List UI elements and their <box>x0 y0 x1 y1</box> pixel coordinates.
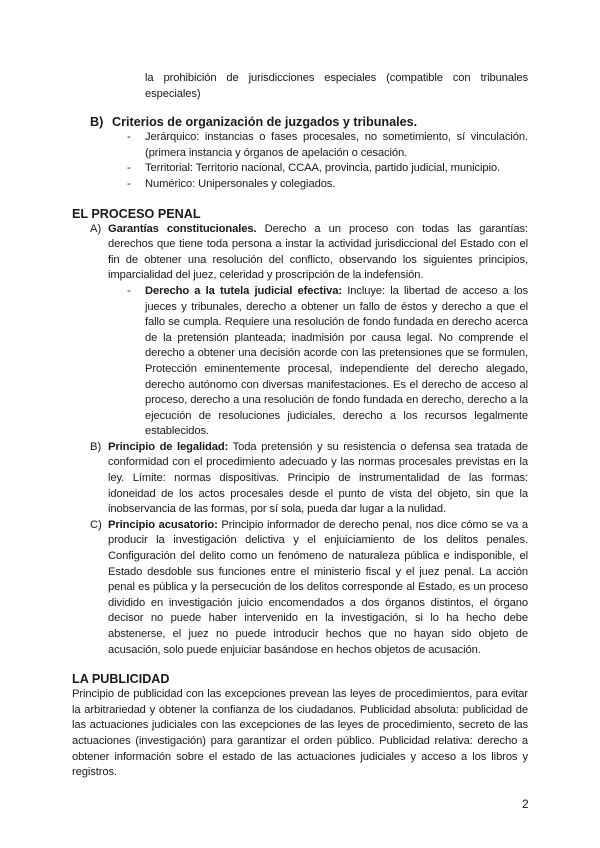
heading-proceso-penal: EL PROCESO PENAL <box>72 206 201 221</box>
item-a-paragraph <box>90 222 528 284</box>
tutela-item <box>127 284 528 440</box>
bullet-dash: - <box>127 131 131 144</box>
item-c-bold: Principio acusatorio: <box>108 518 218 531</box>
section-b-heading <box>90 114 528 130</box>
bullet-jerarquico: Jerárquico: instancias o fases procesales, no sometimiento, sí vinculación. (primera instancia y órganos de apelación o cesación. <box>145 131 528 159</box>
item-c-label: C) <box>90 518 102 531</box>
item-b-paragraph <box>90 440 528 518</box>
tutela-text: Incluye: la libertad de acceso a los jueces y tribunales, derecho a obtener un fallo de éstos y derecho a que el fallo se cumpla. Requiere una resolución de fondo fundada en derecho acerca de la pretensión planteada; inadmisión por causa legal. No comprende el derecho a obtener una decisión acorde con las pretensiones que se formulen, Protección eminentemente procesal, independiente del derecho alegado, derecho autónomo con diversas manifestaciones. Es el derecho de acceso al proceso, derecho a una resolución de fondo fundada en derecho, derecho a la ejecución de resoluciones judiciales, derecho a los recursos legalmente establecidos. <box>145 284 528 438</box>
publicidad-paragraph: Principio de publicidad con las excepciones prevean las leyes de procedimientos, para evitar la arbitrariedad y obtener la confianza de los ciudadanos. Publicidad absoluta: publicidad de las actuaciones judiciales con las excepciones de las leyes de procedimiento, secreto de las actuaciones (investigación) para garantizar el orden público. Publicidad relativa: derecho a obtener información sobre el estado de las actuaciones judiciales y acceso a los libros y registros. <box>72 688 528 779</box>
bullet-item <box>127 130 528 161</box>
item-a-text: Derecho a un proceso con todas las garantías: derechos que tiene toda persona a instar la actividad jurisdiccional del Estado con el fin de obtener una resolución del conflicto, observando los siguientes principios, imparcialidad del juez, celeridad y proscripción de la indefensión. <box>108 222 528 282</box>
item-b <box>90 440 528 518</box>
item-b-text: Toda pretensión y su resistencia o defensa sea tratada de conformidad con el procedimiento adecuado y las normas procesales previstas en la ley. Límite: normas dispositivas. Principio de instrumentalidad de las formas: idoneidad de los actos procesales desde el punto de vista del objeto, sin que la inobservancia de las formas, por sí sola, pueda dar lugar a la nulidad. <box>108 440 528 516</box>
item-b-bold: Principio de legalidad: <box>108 440 229 453</box>
bullet-item <box>127 161 528 177</box>
tutela-paragraph <box>127 284 528 440</box>
bullet-dash: - <box>127 177 131 190</box>
continuation-paragraph: la prohibición de jurisdicciones especiales (compatible con tribunales especiales) <box>145 72 528 100</box>
page-number: 2 <box>522 797 529 811</box>
bullet-dash: - <box>127 284 131 297</box>
item-a-bold: Garantías constitucionales. <box>108 222 257 235</box>
item-c <box>90 518 528 658</box>
item-c-text: Principio informador de derecho penal, nos dice cómo se va a producir la investigación delictiva y el enjuiciamiento de los delitos penales. Configuración del delito como un fenómeno de naturaleza pública e indisponible, el Estado desdoble sus funciones entre el ministerio fiscal y el juez penal. La acción penal es pública y la persecución de los delitos corresponde al Estado, es un proceso dividido en investigación juicio encomendados a dos órganos distintos, el órgano decisor no puede haber intervenido en la investigación, si lo ha hecho debe abstenerse, el juez no puede introducir hechos que no hayan sido objeto de acusación, solo puede enjuiciar basándose en hechos objetos de acusación. <box>108 518 528 656</box>
tutela-bold: Derecho a la tutela judicial efectiva: <box>145 284 342 297</box>
item-a-label: A) <box>90 222 102 235</box>
heading-publicidad: LA PUBLICIDAD <box>72 672 170 687</box>
bullet-item <box>127 177 528 193</box>
item-b-label: B) <box>90 440 102 453</box>
bullet-dash: - <box>127 162 131 175</box>
item-c-paragraph <box>90 518 528 658</box>
bullet-numerico: Numérico: Unipersonales y colegiados. <box>145 177 336 190</box>
item-a <box>90 222 528 284</box>
bullet-territorial: Territorial: Territorio nacional, CCAA, provincia, partido judicial, municipio. <box>145 162 501 175</box>
section-b-title: Criterios de organización de juzgados y tribunales. <box>112 115 418 130</box>
section-b-label: B) <box>90 115 104 130</box>
